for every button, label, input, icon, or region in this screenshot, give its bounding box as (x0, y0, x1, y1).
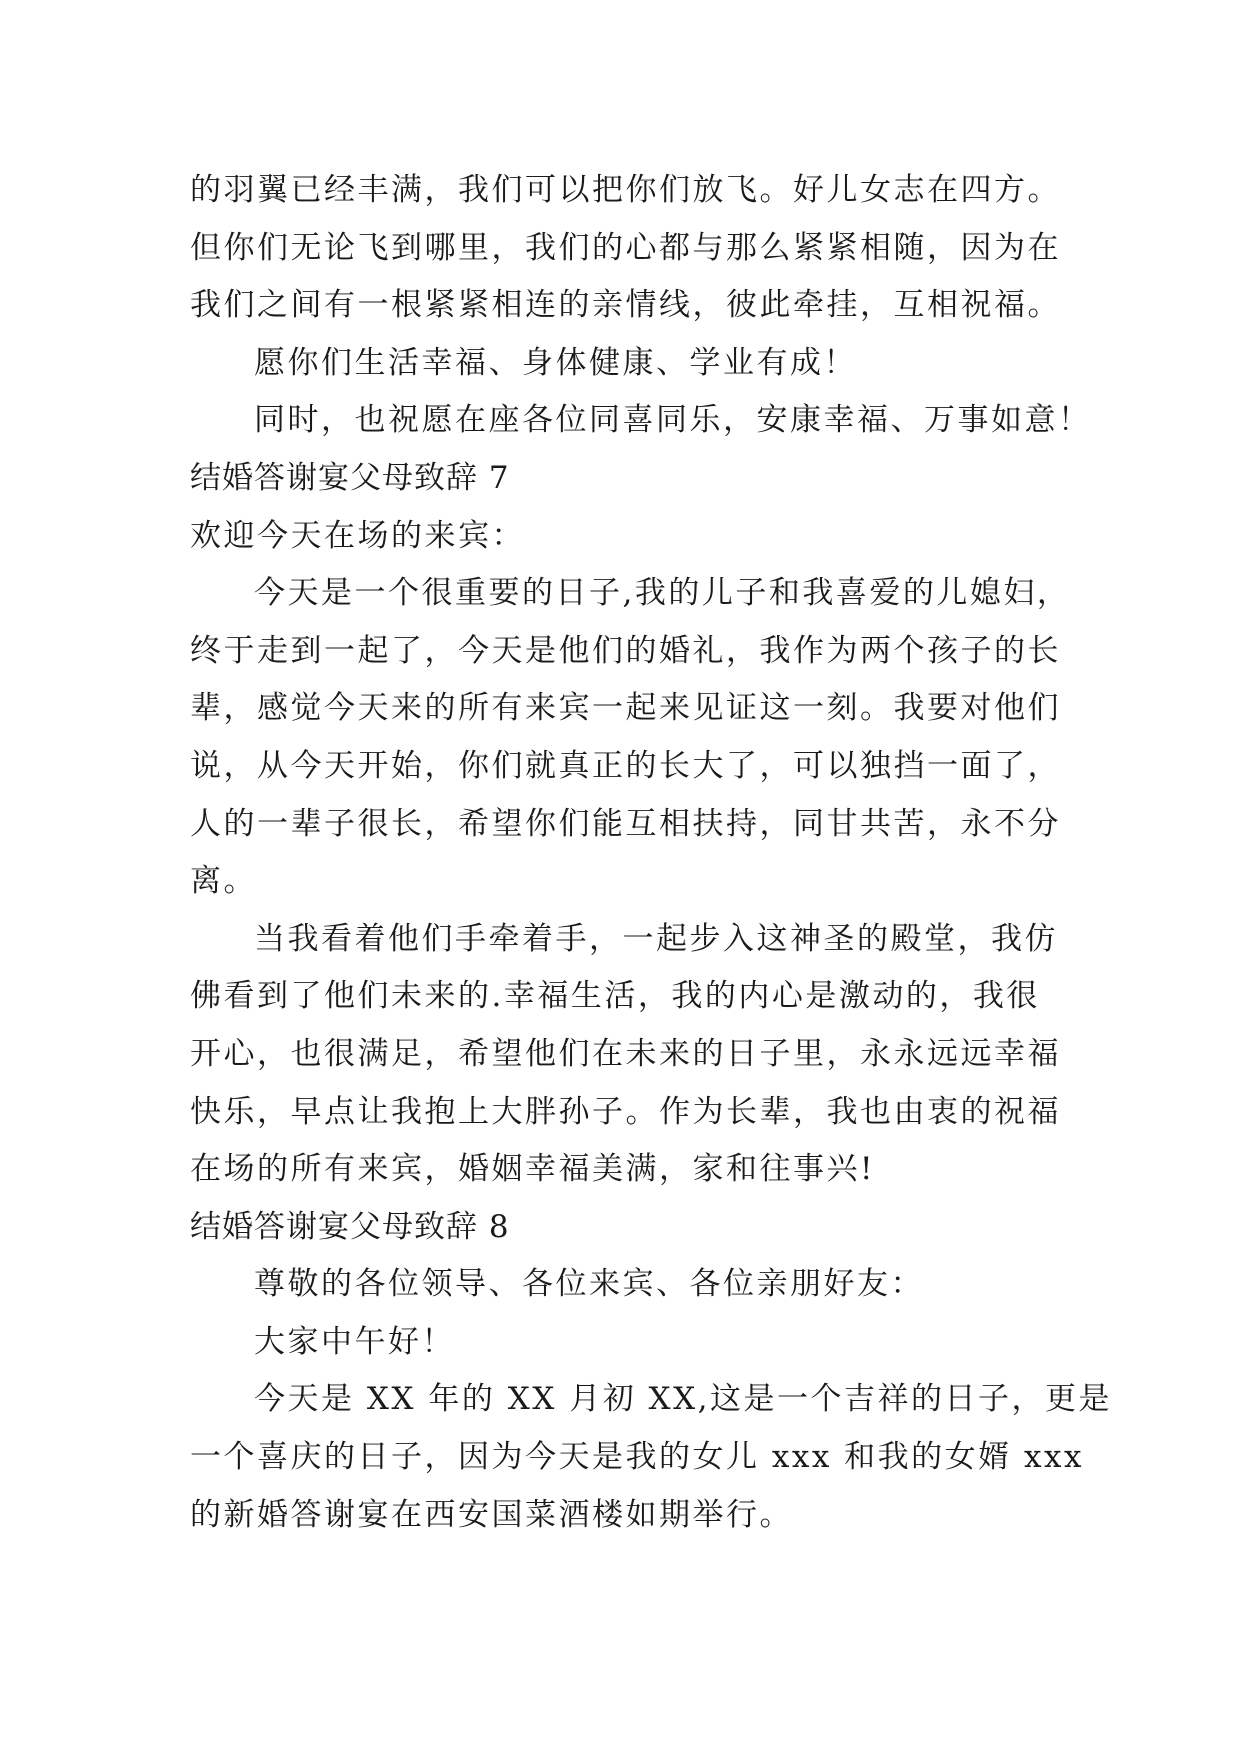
text-line: 在场的所有来宾，婚姻幸福美满，家和往事兴! (190, 1151, 875, 1188)
text-line: 但你们无论飞到哪里，我们的心都与那么紧紧相随，因为在 (190, 229, 1061, 266)
text-line: 人的一辈子很长，希望你们能互相扶持，同甘共苦，永不分 (190, 805, 1061, 842)
text-line: 说，从今天开始，你们就真正的长大了，可以独挡一面了， (190, 747, 1061, 784)
text-line: 愿你们生活幸福、身体健康、学业有成！ (254, 344, 857, 381)
text-line: 我们之间有一根紧紧相连的亲情线，彼此牵挂，互相祝福。 (190, 287, 1061, 324)
text-line: 的羽翼已经丰满，我们可以把你们放飞。好儿女志在四方。 (190, 172, 1061, 208)
section-heading: 结婚答谢宴父母致辞 7 (190, 459, 510, 496)
text-line: 的新婚答谢宴在西安国菜酒楼如期举行。 (190, 1496, 793, 1533)
text-line: 快乐，早点让我抱上大胖孙子。作为长辈，我也由衷的祝福 (190, 1093, 1061, 1130)
document-body (190, 162, 1113, 1544)
section-heading: 结婚答谢宴父母致辞 8 (190, 1208, 510, 1245)
text-line: 一个喜庆的日子，因为今天是我的女儿 xxx 和我的女婿 xxx (190, 1439, 1084, 1476)
text-line: 离。 (190, 863, 257, 900)
text-line: 开心，也很满足，希望他们在未来的日子里，永永远远幸福 (190, 1035, 1061, 1072)
text-line: 终于走到一起了，今天是他们的婚礼，我作为两个孩子的长 (190, 632, 1061, 669)
text-line: 今天是一个很重要的日子,我的儿子和我喜爱的儿媳妇， (254, 575, 1071, 612)
greeting-line: 欢迎今天在场的来宾： (190, 517, 525, 554)
greeting-line: 尊敬的各位领导、各位来宾、各位亲朋好友： (254, 1266, 924, 1303)
text-line: 今天是 XX 年的 XX 月初 XX,这是一个吉祥的日子，更是 (254, 1381, 1113, 1418)
text-line: 当我看着他们手牵着手，一起步入这神圣的殿堂，我仿 (254, 920, 1058, 957)
text-line: 大家中午好！ (254, 1323, 455, 1360)
text-line: 辈，感觉今天来的所有来宾一起来见证这一刻。我要对他们 (190, 690, 1061, 727)
text-line: 佛看到了他们未来的.幸福生活，我的内心是激动的，我很 (190, 978, 1040, 1015)
text-line: 同时，也祝愿在座各位同喜同乐，安康幸福、万事如意！ (254, 402, 1092, 439)
